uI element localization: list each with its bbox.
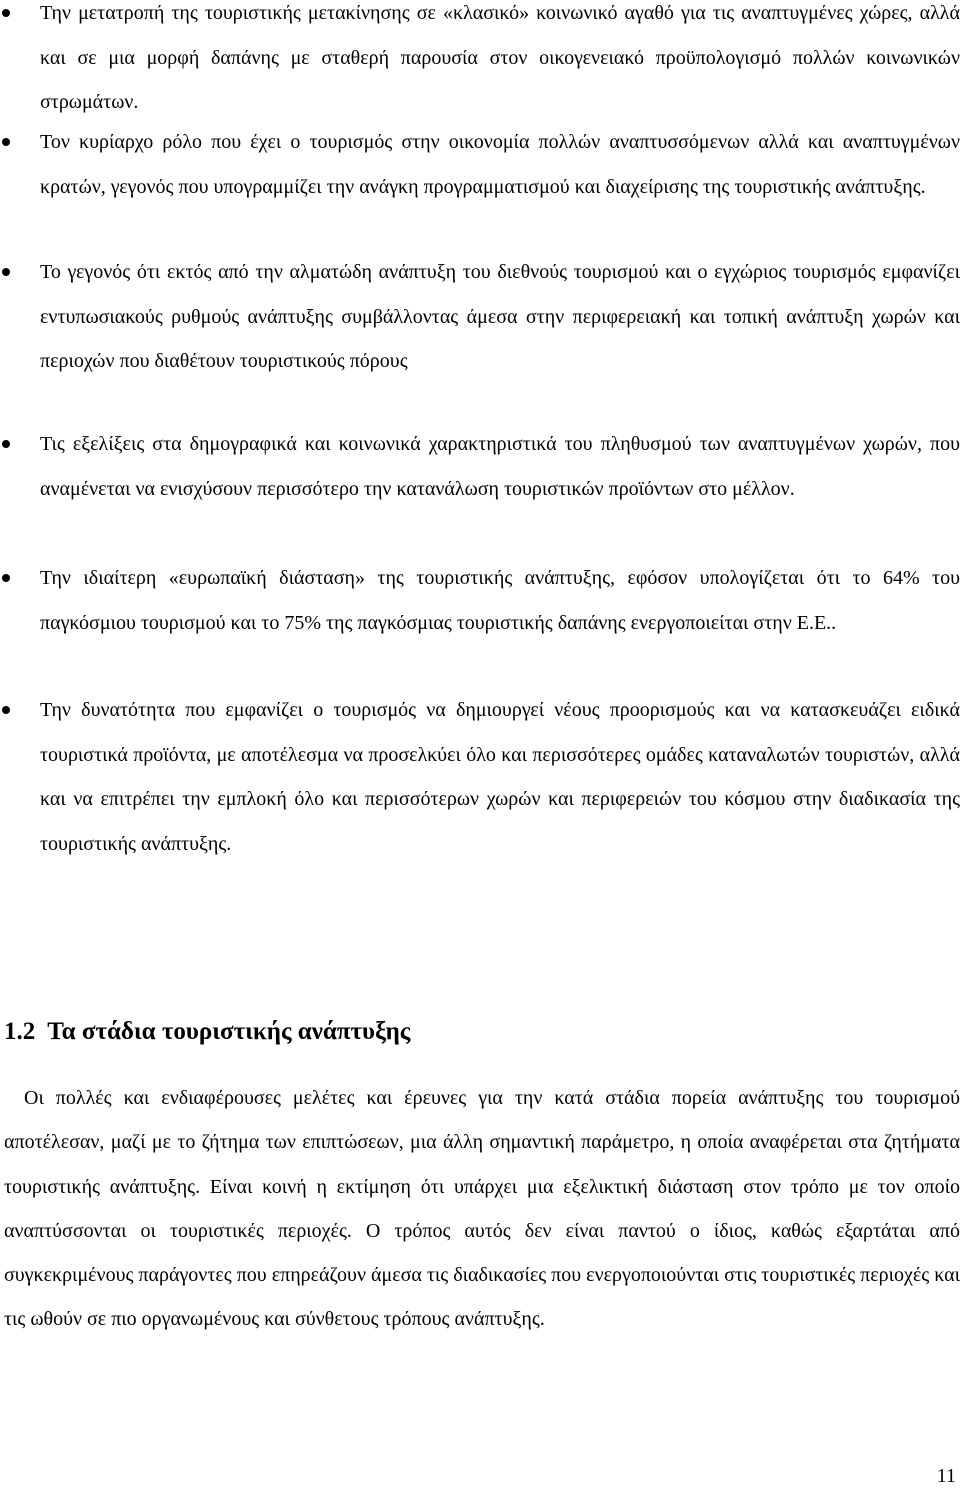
bullet-item-text (0, 250, 960, 384)
bullet-item-text (0, 120, 960, 209)
bullet-text: Το γεγονός ότι εκτός από την αλματώδη ανάπτυξη του διεθνούς τουρισμού και ο εγχώριος τουρισμός εμφανίζει εντυπωσιακούς ρυθμούς ανάπτυξης συμβάλλοντας άμεσα στην περιφερειακή και τοπική ανάπτυξη χωρών και περιοχών που διαθέτουν τουριστικούς πόρους (40, 261, 960, 372)
bullet-icon (2, 574, 10, 582)
bullet-icon (2, 9, 10, 17)
page-number: 11 (936, 1465, 956, 1487)
bullet-text: Τον κυρίαρχο ρόλο που έχει ο τουρισμός στην οικονομία πολλών αναπτυσσόμενων αλλά και αναπτυγμένων κρατών, γεγονός που υπογραμμίζει την ανάγκη προγραμματισμού και διαχείρισης της τουριστικής ανάπτυξης. (40, 131, 960, 198)
bullet-text: Την δυνατότητα που εμφανίζει ο τουρισμός να δημιουργεί νέους προορισμούς και να κατασκευάζει ειδικά τουριστικά προϊόντα, με αποτέλεσμα να προσελκύει όλο και περισσότερες ομάδες καταναλωτών τουριστών, αλλά και να επιτρέπει την εμπλοκή όλο και περισσότερων χωρών και περιφερειών του κόσμου στην διαδικασία της τουριστικής ανάπτυξης. (40, 699, 960, 855)
bullet-item-text (0, 556, 960, 645)
bullet-item (0, 556, 960, 645)
section-heading (4, 1012, 410, 1052)
section-title: Τα στάδια τουριστικής ανάπτυξης (47, 1018, 411, 1045)
bullet-item (0, 250, 960, 384)
section-number: 1.2 (4, 1018, 36, 1045)
bullet-icon (2, 268, 10, 276)
bullet-item (0, 422, 960, 511)
bullet-item-text (0, 0, 960, 125)
bullet-text: Την ιδιαίτερη «ευρωπαϊκή διάσταση» της τουριστικής ανάπτυξης, εφόσον υπολογίζεται ότι το 64% του παγκόσμιου τουρισμού και το 75% της παγκόσμιας τουριστικής δαπάνης ενεργοποιείται στην Ε.Ε.. (40, 567, 960, 634)
bullet-item (0, 0, 960, 125)
bullet-item-text (0, 422, 960, 511)
bullet-icon (2, 706, 10, 714)
bullet-item-text (0, 688, 960, 866)
bullet-icon (2, 138, 10, 146)
bullet-text: Την μετατροπή της τουριστικής μετακίνησης σε «κλασικό» κοινωνικό αγαθό για τις αναπτυγμένες χώρες, αλλά και σε μια μορφή δαπάνης με σταθερή παρουσία στον οικογενειακό προϋπολογισμό πολλών κοινωνικών στρωμάτων. (40, 2, 960, 113)
bullet-text: Τις εξελίξεις στα δημογραφικά και κοινωνικά χαρακτηριστικά του πληθυσμού των αναπτυγμένων χωρών, που αναμένεται να ενισχύσουν περισσότερο την κατανάλωση τουριστικών προϊόντων στο μέλλον. (40, 433, 960, 500)
bullet-icon (2, 440, 10, 448)
bullet-item (0, 120, 960, 209)
bullet-item (0, 688, 960, 866)
body-paragraph: Οι πολλές και ενδιαφέρουσες μελέτες και έρευνες για την κατά στάδια πορεία ανάπτυξης του τουρισμού αποτέλεσαν, μαζί με το ζήτημα των επιπτώσεων, μια άλλη σημαντική παράμετρο, η οποία αναφέρεται στα ζητήματα τουριστικής ανάπτυξης. Είναι κοινή η εκτίμηση ότι υπάρχει μια εξελικτική διάσταση στον τρόπο με τον οποίο αναπτύσσονται οι τουριστικές περιοχές. Ο τρόπος αυτός δεν είναι παντού ο ίδιος, καθώς εξαρτάται από συγκεκριμένους παράγοντες που επηρεάζουν άμεσα τις διαδικασίες που ενεργοποιούνται στις τουριστικές περιοχές και τις ωθούν σε πιο οργανωμένους και σύνθετους τρόπους ανάπτυξης. (4, 1087, 960, 1331)
